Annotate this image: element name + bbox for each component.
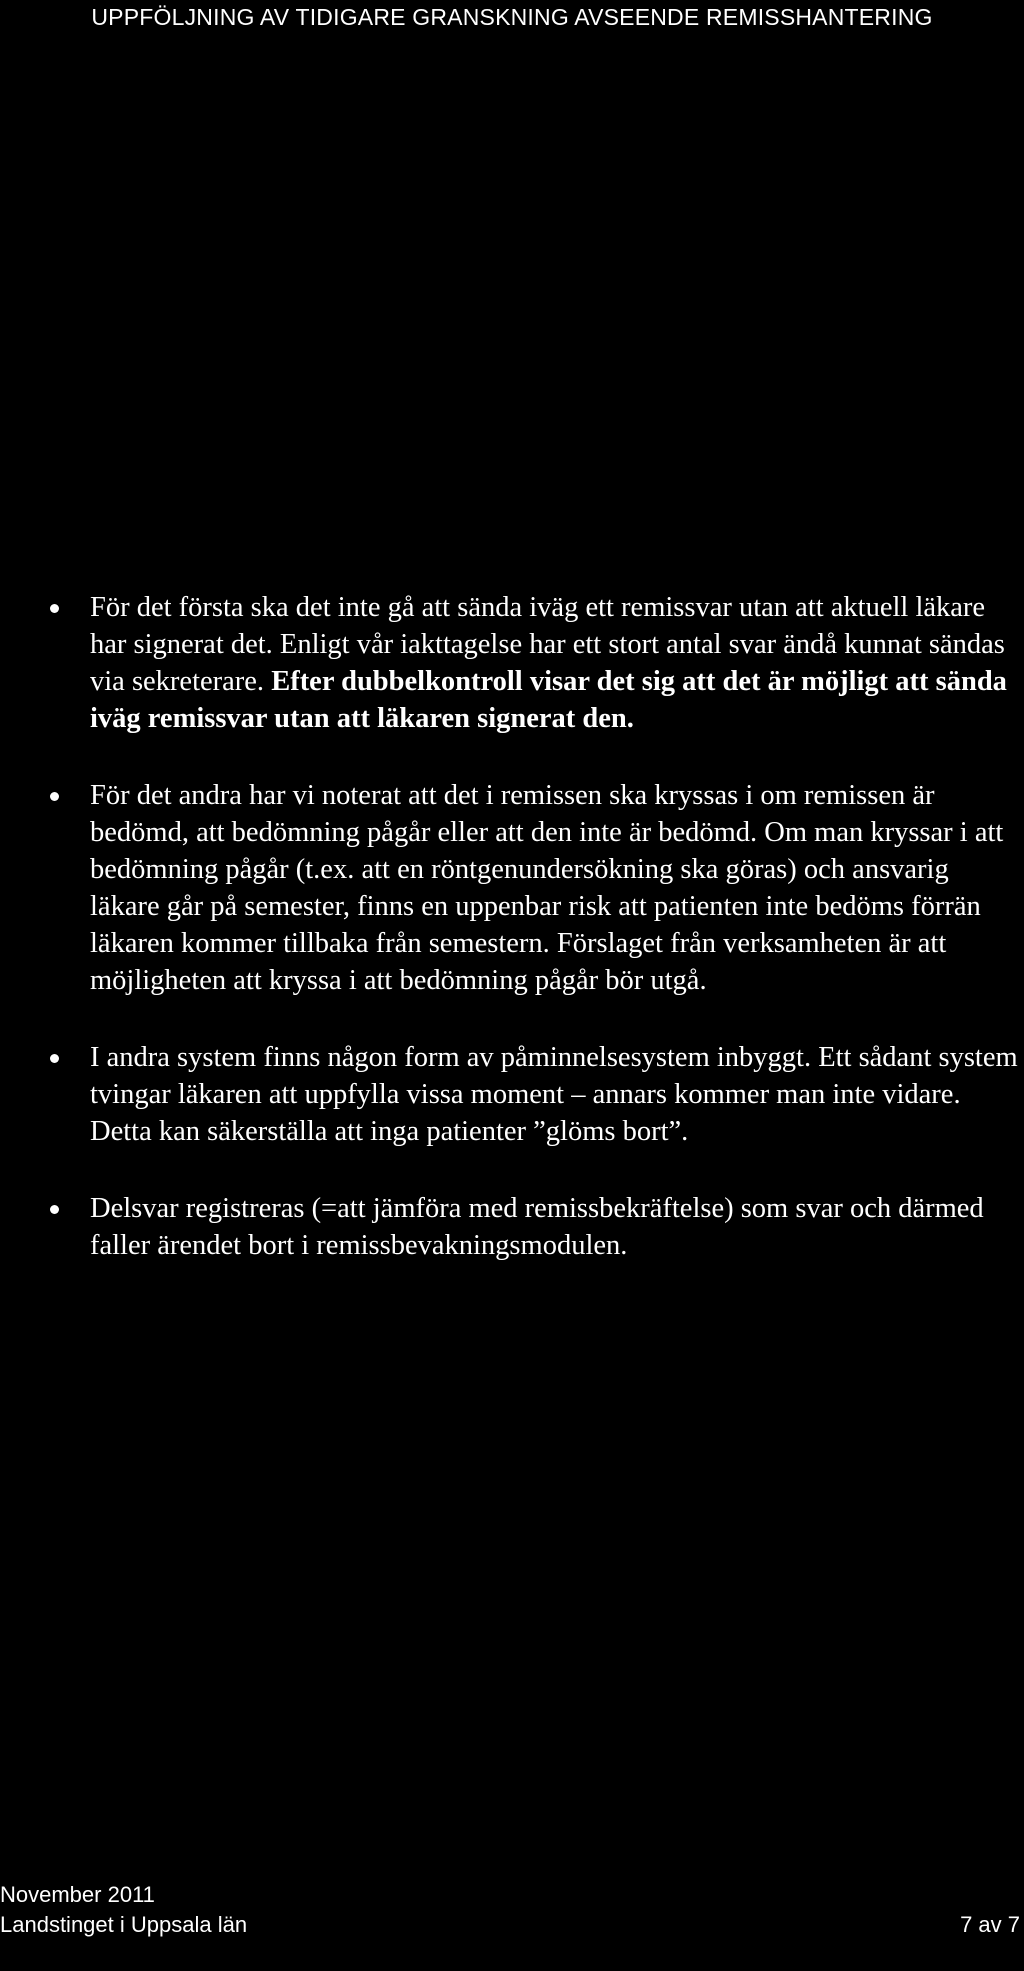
bullet-text-3: I andra system finns någon form av påminnelsesystem inbyggt. Ett sådant system tvingar läkaren att uppfylla vissa moment – annars kommer man inte vidare. Detta kan säkerställa att inga patienter ”glöms bort”. (90, 1042, 1018, 1147)
bullet-text-2: För det andra har vi noterat att det i remissen ska kryssas i om remissen är bedömd, att bedömning pågår eller att den inte är bedömd. Om man kryssar i att bedömning pågår (t.ex. att en röntgenundersökning ska göras) och ansvarig läkare går på semester, finns en uppenbar risk att patienten inte bedöms förrän läkaren kommer tillbaka från semestern. Förslaget från verksamheten är att möjligheten att kryssa i att bedömning pågår bör utgå. (90, 780, 1004, 996)
bullet-item-4 (50, 1190, 1020, 1264)
footer-date: November 2011 (0, 1882, 155, 1907)
bullet-dot-icon (50, 604, 59, 613)
bullet-text-1 (90, 592, 1007, 734)
bullet-item-2 (50, 777, 1020, 999)
bullet-text-4: Delsvar registreras (=att jämföra med remissbekräftelse) som svar och därmed faller ärendet bort i remissbevakningsmodulen. (90, 1193, 984, 1261)
bullet-dot-icon (50, 792, 59, 801)
main-content (50, 589, 1020, 1304)
bullet-1-text: För det första ska det inte gå att sända iväg ett remissvar utan att aktuell läkare har signerat det. Enligt vår iakttagelse har ett stort antal svar ändå kunnat sändas via sekreterare. (90, 592, 1005, 697)
page-number: 7 av 7 (960, 1912, 1020, 1937)
footer-organization: Landstinget i Uppsala län (0, 1912, 248, 1937)
bullet-dot-icon (50, 1205, 59, 1214)
page-header: UPPFÖLJNING AV TIDIGARE GRANSKNING AVSEENDE REMISSHANTERING (91, 4, 933, 30)
bullet-item-3 (50, 1039, 1020, 1150)
bullet-1-bold-text: Efter dubbelkontroll visar det sig att det är möjligt att sända iväg remissvar utan att läkaren signerat den. (90, 666, 1007, 734)
bullet-dot-icon (50, 1054, 59, 1063)
bullet-item-1 (50, 589, 1020, 737)
bullet-list (50, 589, 1020, 1264)
footer-left (0, 1880, 247, 1940)
